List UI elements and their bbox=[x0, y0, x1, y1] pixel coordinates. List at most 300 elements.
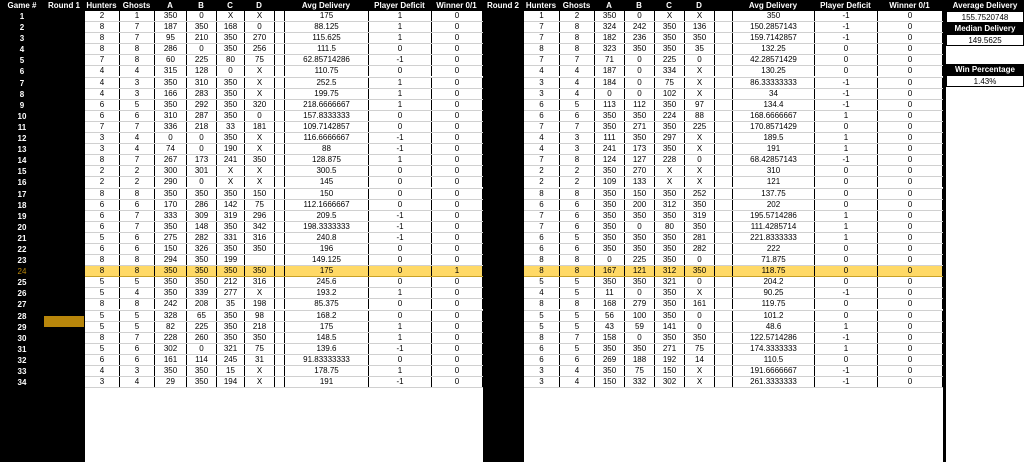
table-cell[interactable]: 8 bbox=[560, 189, 595, 199]
table-cell[interactable]: 113 bbox=[595, 100, 625, 110]
table-cell[interactable]: 286 bbox=[187, 200, 217, 210]
table-cell[interactable]: 7 bbox=[524, 211, 560, 221]
table-cell[interactable]: 0 bbox=[432, 288, 483, 298]
table-cell[interactable] bbox=[715, 299, 733, 309]
table-cell[interactable]: 331 bbox=[217, 233, 245, 243]
table-cell[interactable]: 0 bbox=[878, 311, 943, 321]
table-cell[interactable]: 0 bbox=[878, 333, 943, 343]
table-cell[interactable]: 42.28571429 bbox=[733, 55, 815, 65]
table-cell[interactable]: 75 bbox=[245, 200, 275, 210]
table-cell[interactable]: 75 bbox=[685, 344, 715, 354]
table-cell[interactable]: 161 bbox=[685, 299, 715, 309]
table-cell[interactable]: 0 bbox=[878, 22, 943, 32]
table-cell[interactable]: 0 bbox=[878, 155, 943, 165]
table-cell[interactable]: 71.875 bbox=[733, 255, 815, 265]
table-cell[interactable] bbox=[275, 344, 285, 354]
table-cell[interactable]: X bbox=[245, 78, 275, 88]
table-cell[interactable]: 350 bbox=[625, 44, 655, 54]
table-cell[interactable] bbox=[715, 177, 733, 187]
table-cell[interactable]: 8 bbox=[524, 255, 560, 265]
table-cell[interactable]: 225 bbox=[187, 55, 217, 65]
table-cell[interactable]: 198.3333333 bbox=[285, 222, 369, 232]
table-cell[interactable] bbox=[275, 211, 285, 221]
table-cell[interactable]: 0 bbox=[432, 277, 483, 287]
table-cell[interactable]: 350 bbox=[595, 189, 625, 199]
table-cell[interactable]: 8 bbox=[120, 266, 155, 276]
table-cell[interactable] bbox=[275, 189, 285, 199]
table-cell[interactable]: 115.625 bbox=[285, 33, 369, 43]
table-cell[interactable]: 3 bbox=[120, 89, 155, 99]
table-cell[interactable]: -1 bbox=[815, 11, 878, 21]
table-cell[interactable]: 245 bbox=[217, 355, 245, 365]
table-cell[interactable]: 0 bbox=[432, 133, 483, 143]
table-cell[interactable]: 35 bbox=[217, 299, 245, 309]
table-cell[interactable]: 0 bbox=[878, 344, 943, 354]
table-cell[interactable]: X bbox=[685, 78, 715, 88]
table-cell[interactable] bbox=[275, 266, 285, 276]
table-cell[interactable]: 191 bbox=[285, 377, 369, 387]
table-cell[interactable]: 277 bbox=[217, 288, 245, 298]
table-cell[interactable]: 8 bbox=[524, 189, 560, 199]
table-cell[interactable]: X bbox=[685, 144, 715, 154]
table-cell[interactable]: 0 bbox=[625, 66, 655, 76]
table-cell[interactable]: 6 bbox=[524, 355, 560, 365]
table-cell[interactable]: 0 bbox=[369, 122, 432, 132]
table-cell[interactable]: 124 bbox=[595, 155, 625, 165]
table-cell[interactable]: 5 bbox=[120, 100, 155, 110]
table-cell[interactable]: 6 bbox=[85, 222, 120, 232]
table-cell[interactable] bbox=[715, 355, 733, 365]
table-cell[interactable]: 6 bbox=[560, 222, 595, 232]
table-cell[interactable]: 88 bbox=[285, 144, 369, 154]
table-cell[interactable]: 6 bbox=[524, 200, 560, 210]
table-cell[interactable]: 0 bbox=[878, 255, 943, 265]
table-cell[interactable]: 166 bbox=[155, 89, 187, 99]
table-cell[interactable] bbox=[715, 322, 733, 332]
table-cell[interactable] bbox=[715, 122, 733, 132]
table-cell[interactable]: -1 bbox=[815, 89, 878, 99]
table-cell[interactable]: 8 bbox=[120, 55, 155, 65]
table-cell[interactable]: X bbox=[217, 166, 245, 176]
table-cell[interactable]: 170 bbox=[155, 200, 187, 210]
table-cell[interactable]: 0 bbox=[432, 377, 483, 387]
table-cell[interactable]: 5 bbox=[85, 322, 120, 332]
table-cell[interactable]: 191 bbox=[733, 144, 815, 154]
table-cell[interactable]: 0 bbox=[432, 155, 483, 165]
table-cell[interactable]: 3 bbox=[524, 78, 560, 88]
table-cell[interactable]: 88.125 bbox=[285, 22, 369, 32]
table-cell[interactable]: X bbox=[685, 89, 715, 99]
table-cell[interactable]: 168 bbox=[595, 299, 625, 309]
table-cell[interactable]: 350 bbox=[595, 277, 625, 287]
table-cell[interactable]: 6 bbox=[120, 111, 155, 121]
table-cell[interactable]: 350 bbox=[655, 211, 685, 221]
table-cell[interactable]: 350 bbox=[655, 255, 685, 265]
table-cell[interactable]: 102 bbox=[655, 89, 685, 99]
table-cell[interactable]: X bbox=[245, 288, 275, 298]
table-cell[interactable]: 2 bbox=[524, 177, 560, 187]
table-cell[interactable]: 1 bbox=[432, 266, 483, 276]
table-cell[interactable]: 350 bbox=[655, 22, 685, 32]
table-cell[interactable]: 350 bbox=[187, 266, 217, 276]
table-cell[interactable]: 271 bbox=[655, 344, 685, 354]
table-cell[interactable]: 350 bbox=[217, 33, 245, 43]
table-cell[interactable]: 300.5 bbox=[285, 166, 369, 176]
table-cell[interactable]: 8 bbox=[524, 266, 560, 276]
table-cell[interactable] bbox=[275, 288, 285, 298]
table-cell[interactable]: 6 bbox=[560, 355, 595, 365]
table-cell[interactable]: 15 bbox=[217, 366, 245, 376]
table-cell[interactable]: 7 bbox=[560, 55, 595, 65]
table-cell[interactable]: 0 bbox=[369, 255, 432, 265]
table-cell[interactable] bbox=[275, 233, 285, 243]
table-cell[interactable]: 269 bbox=[595, 355, 625, 365]
table-cell[interactable]: 0 bbox=[432, 100, 483, 110]
table-cell[interactable]: 2 bbox=[560, 177, 595, 187]
table-cell[interactable]: 6 bbox=[560, 111, 595, 121]
table-cell[interactable]: 121 bbox=[625, 266, 655, 276]
table-cell[interactable]: 320 bbox=[245, 100, 275, 110]
table-cell[interactable]: 8 bbox=[560, 299, 595, 309]
table-cell[interactable]: 350 bbox=[625, 244, 655, 254]
table-cell[interactable]: 2 bbox=[120, 166, 155, 176]
table-cell[interactable]: 0 bbox=[815, 355, 878, 365]
table-cell[interactable]: 7 bbox=[120, 211, 155, 221]
table-cell[interactable]: 1 bbox=[369, 33, 432, 43]
table-cell[interactable]: 0 bbox=[187, 144, 217, 154]
table-cell[interactable]: 0 bbox=[369, 277, 432, 287]
table-cell[interactable]: 8 bbox=[560, 155, 595, 165]
table-cell[interactable]: 109 bbox=[595, 177, 625, 187]
table-cell[interactable]: 187 bbox=[595, 66, 625, 76]
table-cell[interactable]: 350 bbox=[217, 322, 245, 332]
table-cell[interactable]: 0 bbox=[369, 266, 432, 276]
table-cell[interactable]: 0 bbox=[432, 78, 483, 88]
table-cell[interactable]: 178.75 bbox=[285, 366, 369, 376]
table-cell[interactable]: 310 bbox=[733, 166, 815, 176]
table-cell[interactable]: X bbox=[245, 166, 275, 176]
table-cell[interactable]: 0 bbox=[878, 133, 943, 143]
table-cell[interactable]: 0 bbox=[815, 200, 878, 210]
table-cell[interactable]: 315 bbox=[155, 66, 187, 76]
table-cell[interactable]: 1 bbox=[369, 288, 432, 298]
table-cell[interactable]: 175 bbox=[285, 11, 369, 21]
table-cell[interactable]: 6 bbox=[560, 200, 595, 210]
table-cell[interactable]: 0 bbox=[432, 177, 483, 187]
table-cell[interactable]: 210 bbox=[187, 33, 217, 43]
table-cell[interactable]: 0 bbox=[217, 66, 245, 76]
table-cell[interactable]: 137.75 bbox=[733, 189, 815, 199]
table-cell[interactable]: 8 bbox=[120, 255, 155, 265]
table-cell[interactable] bbox=[715, 78, 733, 88]
table-cell[interactable]: 68.42857143 bbox=[733, 155, 815, 165]
table-cell[interactable]: 195.5714286 bbox=[733, 211, 815, 221]
table-cell[interactable]: 350 bbox=[625, 344, 655, 354]
table-cell[interactable]: 350 bbox=[245, 333, 275, 343]
table-cell[interactable]: 75 bbox=[655, 78, 685, 88]
table-cell[interactable]: 7 bbox=[524, 122, 560, 132]
table-cell[interactable]: 59 bbox=[625, 322, 655, 332]
table-cell[interactable]: 5 bbox=[560, 344, 595, 354]
table-cell[interactable]: 0 bbox=[369, 189, 432, 199]
table-cell[interactable]: 8 bbox=[524, 299, 560, 309]
table-cell[interactable] bbox=[715, 33, 733, 43]
table-cell[interactable]: 5 bbox=[85, 233, 120, 243]
table-cell[interactable]: 350 bbox=[655, 144, 685, 154]
table-cell[interactable]: 334 bbox=[655, 66, 685, 76]
table-cell[interactable] bbox=[715, 44, 733, 54]
table-cell[interactable]: 189.5 bbox=[733, 133, 815, 143]
table-cell[interactable] bbox=[275, 44, 285, 54]
table-cell[interactable]: 0 bbox=[625, 222, 655, 232]
table-cell[interactable]: 8 bbox=[560, 22, 595, 32]
table-cell[interactable]: 350 bbox=[217, 100, 245, 110]
table-cell[interactable] bbox=[715, 233, 733, 243]
table-cell[interactable]: 267 bbox=[155, 155, 187, 165]
table-cell[interactable]: 224 bbox=[655, 111, 685, 121]
table-cell[interactable]: 31 bbox=[245, 355, 275, 365]
table-cell[interactable]: 4 bbox=[85, 366, 120, 376]
table-cell[interactable]: 350 bbox=[217, 111, 245, 121]
table-cell[interactable]: 6 bbox=[524, 244, 560, 254]
table-cell[interactable] bbox=[715, 266, 733, 276]
table-cell[interactable]: 8 bbox=[85, 189, 120, 199]
table-cell[interactable]: 350 bbox=[625, 111, 655, 121]
table-cell[interactable]: 130.25 bbox=[733, 66, 815, 76]
table-cell[interactable]: X bbox=[217, 177, 245, 187]
table-cell[interactable]: 350 bbox=[655, 233, 685, 243]
table-cell[interactable] bbox=[275, 222, 285, 232]
table-cell[interactable]: 167 bbox=[595, 266, 625, 276]
table-cell[interactable]: 198 bbox=[245, 299, 275, 309]
table-cell[interactable]: 8 bbox=[85, 255, 120, 265]
table-cell[interactable]: 350 bbox=[155, 277, 187, 287]
table-cell[interactable] bbox=[715, 11, 733, 21]
table-cell[interactable]: 0 bbox=[187, 133, 217, 143]
table-cell[interactable]: 350 bbox=[655, 311, 685, 321]
table-cell[interactable]: 8 bbox=[560, 255, 595, 265]
table-cell[interactable]: 0 bbox=[369, 111, 432, 121]
table-cell[interactable]: 0 bbox=[625, 288, 655, 298]
table-cell[interactable]: 241 bbox=[595, 144, 625, 154]
table-cell[interactable]: 0 bbox=[815, 122, 878, 132]
table-cell[interactable]: 350 bbox=[625, 211, 655, 221]
table-cell[interactable]: 350 bbox=[155, 78, 187, 88]
table-cell[interactable]: 5 bbox=[120, 277, 155, 287]
table-cell[interactable]: 0 bbox=[432, 344, 483, 354]
table-cell[interactable]: 7 bbox=[560, 122, 595, 132]
table-cell[interactable]: 296 bbox=[245, 211, 275, 221]
table-cell[interactable]: 161 bbox=[155, 355, 187, 365]
table-cell[interactable]: 350 bbox=[217, 44, 245, 54]
table-cell[interactable] bbox=[715, 155, 733, 165]
table-cell[interactable]: 150 bbox=[655, 366, 685, 376]
table-cell[interactable]: 8 bbox=[560, 44, 595, 54]
table-cell[interactable]: 111.4285714 bbox=[733, 222, 815, 232]
table-cell[interactable]: 0 bbox=[878, 166, 943, 176]
table-cell[interactable]: 350 bbox=[217, 244, 245, 254]
table-cell[interactable]: 95 bbox=[155, 33, 187, 43]
table-cell[interactable]: 0 bbox=[625, 89, 655, 99]
table-cell[interactable] bbox=[715, 211, 733, 221]
table-cell[interactable] bbox=[715, 333, 733, 343]
table-cell[interactable] bbox=[275, 78, 285, 88]
table-cell[interactable]: 328 bbox=[155, 311, 187, 321]
table-cell[interactable]: 128 bbox=[187, 66, 217, 76]
table-cell[interactable]: 342 bbox=[245, 222, 275, 232]
table-cell[interactable]: 1 bbox=[815, 133, 878, 143]
table-cell[interactable]: 350 bbox=[245, 266, 275, 276]
table-cell[interactable]: 350 bbox=[655, 288, 685, 298]
table-cell[interactable]: 5 bbox=[85, 344, 120, 354]
table-cell[interactable]: -1 bbox=[815, 33, 878, 43]
table-cell[interactable]: 0 bbox=[155, 133, 187, 143]
table-cell[interactable]: 6 bbox=[85, 100, 120, 110]
table-cell[interactable]: -1 bbox=[369, 211, 432, 221]
table-cell[interactable]: 0 bbox=[369, 355, 432, 365]
table-cell[interactable]: 34 bbox=[733, 89, 815, 99]
table-cell[interactable] bbox=[715, 366, 733, 376]
table-cell[interactable]: 114 bbox=[187, 355, 217, 365]
table-cell[interactable]: 350 bbox=[217, 89, 245, 99]
table-cell[interactable]: -1 bbox=[369, 233, 432, 243]
table-cell[interactable] bbox=[275, 177, 285, 187]
table-cell[interactable]: -1 bbox=[815, 155, 878, 165]
table-cell[interactable]: 8 bbox=[85, 44, 120, 54]
table-cell[interactable]: 62.85714286 bbox=[285, 55, 369, 65]
table-cell[interactable]: 1 bbox=[369, 100, 432, 110]
table-cell[interactable] bbox=[275, 11, 285, 21]
table-cell[interactable]: 3 bbox=[120, 366, 155, 376]
table-cell[interactable]: 350 bbox=[155, 222, 187, 232]
table-cell[interactable]: 0 bbox=[878, 288, 943, 298]
table-cell[interactable]: X bbox=[655, 166, 685, 176]
table-cell[interactable]: 4 bbox=[120, 66, 155, 76]
table-cell[interactable]: 7 bbox=[524, 155, 560, 165]
table-cell[interactable]: 80 bbox=[217, 55, 245, 65]
table-cell[interactable]: 0 bbox=[625, 78, 655, 88]
table-cell[interactable]: 294 bbox=[155, 255, 187, 265]
table-cell[interactable]: 112.1666667 bbox=[285, 200, 369, 210]
table-cell[interactable]: 5 bbox=[85, 277, 120, 287]
table-cell[interactable]: X bbox=[245, 377, 275, 387]
table-cell[interactable] bbox=[275, 322, 285, 332]
table-cell[interactable]: 0 bbox=[432, 299, 483, 309]
table-cell[interactable]: 6 bbox=[120, 355, 155, 365]
table-cell[interactable]: 14 bbox=[685, 355, 715, 365]
table-cell[interactable]: 181 bbox=[245, 122, 275, 132]
table-cell[interactable]: 4 bbox=[560, 366, 595, 376]
table-cell[interactable] bbox=[275, 244, 285, 254]
table-cell[interactable]: 65 bbox=[187, 311, 217, 321]
table-cell[interactable]: 6 bbox=[524, 344, 560, 354]
table-cell[interactable]: 350 bbox=[187, 366, 217, 376]
table-cell[interactable]: 2 bbox=[560, 11, 595, 21]
table-cell[interactable]: 236 bbox=[625, 33, 655, 43]
table-cell[interactable]: 29 bbox=[155, 377, 187, 387]
table-cell[interactable]: 5 bbox=[524, 277, 560, 287]
table-cell[interactable]: 260 bbox=[187, 333, 217, 343]
table-cell[interactable] bbox=[715, 55, 733, 65]
table-cell[interactable]: 316 bbox=[245, 277, 275, 287]
table-cell[interactable]: 0 bbox=[878, 211, 943, 221]
table-cell[interactable]: 139.6 bbox=[285, 344, 369, 354]
table-cell[interactable]: 8 bbox=[85, 299, 120, 309]
table-cell[interactable] bbox=[715, 344, 733, 354]
table-cell[interactable]: 0 bbox=[369, 244, 432, 254]
table-cell[interactable]: 350 bbox=[595, 222, 625, 232]
table-cell[interactable]: 350 bbox=[595, 200, 625, 210]
median-delivery-value[interactable]: 149.5625 bbox=[946, 35, 1024, 46]
table-cell[interactable]: 8 bbox=[85, 33, 120, 43]
table-cell[interactable]: 350 bbox=[655, 244, 685, 254]
table-cell[interactable]: 1 bbox=[815, 144, 878, 154]
table-cell[interactable]: 270 bbox=[245, 33, 275, 43]
table-cell[interactable]: 3 bbox=[85, 377, 120, 387]
table-cell[interactable] bbox=[275, 133, 285, 143]
table-cell[interactable]: 350 bbox=[595, 11, 625, 21]
table-cell[interactable]: 175 bbox=[285, 266, 369, 276]
table-cell[interactable]: 222 bbox=[733, 244, 815, 254]
table-cell[interactable]: 350 bbox=[655, 333, 685, 343]
table-cell[interactable]: 75 bbox=[625, 366, 655, 376]
table-cell[interactable]: 321 bbox=[217, 344, 245, 354]
table-cell[interactable]: 225 bbox=[625, 255, 655, 265]
table-cell[interactable]: X bbox=[685, 133, 715, 143]
table-cell[interactable]: -1 bbox=[815, 22, 878, 32]
table-cell[interactable]: 122.5714286 bbox=[733, 333, 815, 343]
table-cell[interactable]: 0 bbox=[187, 344, 217, 354]
table-cell[interactable]: 112 bbox=[625, 100, 655, 110]
table-cell[interactable]: 136 bbox=[685, 22, 715, 32]
table-cell[interactable]: 1 bbox=[815, 233, 878, 243]
table-cell[interactable]: 5 bbox=[560, 100, 595, 110]
table-cell[interactable]: 310 bbox=[187, 78, 217, 88]
table-cell[interactable]: 4 bbox=[524, 133, 560, 143]
table-cell[interactable]: 149.125 bbox=[285, 255, 369, 265]
table-cell[interactable]: 0 bbox=[245, 111, 275, 121]
table-cell[interactable]: 98 bbox=[245, 311, 275, 321]
table-cell[interactable]: 1 bbox=[369, 155, 432, 165]
table-cell[interactable]: 339 bbox=[187, 288, 217, 298]
table-cell[interactable]: 1 bbox=[815, 344, 878, 354]
table-cell[interactable]: 1 bbox=[369, 333, 432, 343]
table-cell[interactable]: 350 bbox=[595, 233, 625, 243]
table-cell[interactable]: 218 bbox=[245, 322, 275, 332]
table-cell[interactable]: 4 bbox=[85, 78, 120, 88]
table-cell[interactable]: 350 bbox=[625, 133, 655, 143]
table-cell[interactable]: 1 bbox=[369, 366, 432, 376]
table-cell[interactable]: 0 bbox=[187, 11, 217, 21]
table-cell[interactable] bbox=[715, 100, 733, 110]
table-cell[interactable]: 350 bbox=[187, 377, 217, 387]
table-cell[interactable]: -1 bbox=[369, 377, 432, 387]
table-cell[interactable] bbox=[715, 255, 733, 265]
table-cell[interactable]: 209.5 bbox=[285, 211, 369, 221]
table-cell[interactable]: 150 bbox=[285, 189, 369, 199]
table-cell[interactable]: 302 bbox=[655, 377, 685, 387]
table-cell[interactable]: 86.33333333 bbox=[733, 78, 815, 88]
table-cell[interactable]: 0 bbox=[878, 44, 943, 54]
table-cell[interactable]: 0 bbox=[878, 144, 943, 154]
table-cell[interactable]: 282 bbox=[187, 233, 217, 243]
table-cell[interactable]: 241 bbox=[217, 155, 245, 165]
table-cell[interactable]: 132.25 bbox=[733, 44, 815, 54]
table-cell[interactable]: X bbox=[685, 377, 715, 387]
table-cell[interactable] bbox=[715, 66, 733, 76]
table-cell[interactable] bbox=[275, 89, 285, 99]
table-cell[interactable]: 0 bbox=[595, 255, 625, 265]
